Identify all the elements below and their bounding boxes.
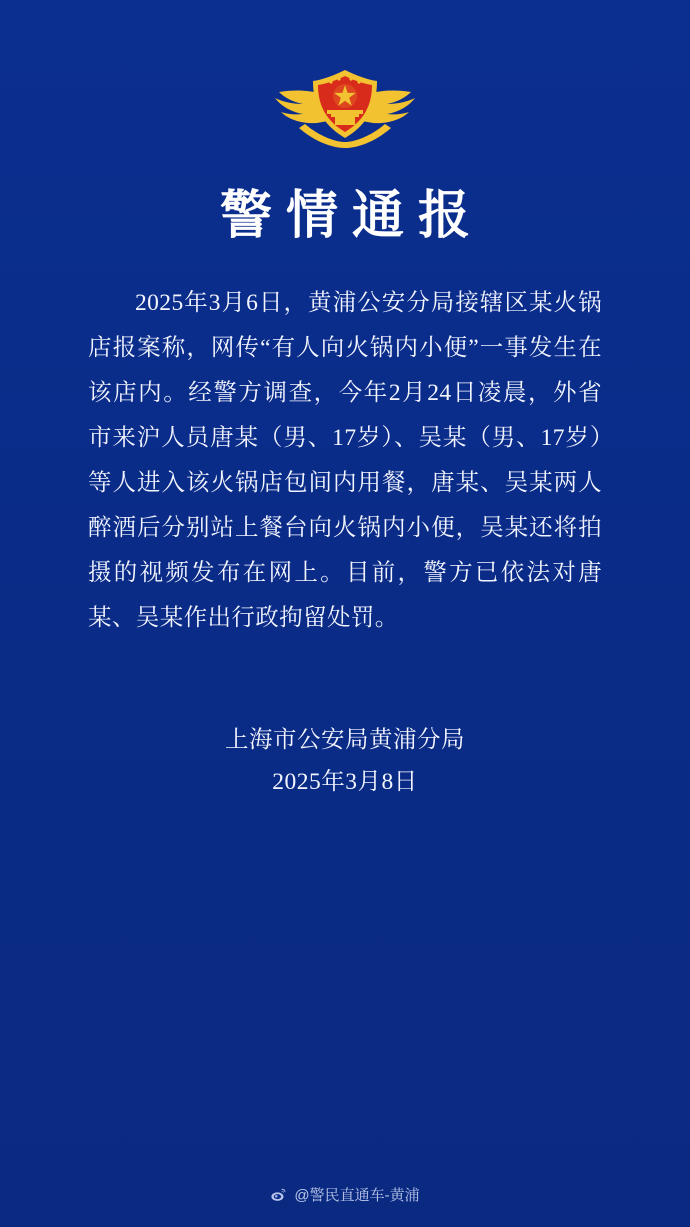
footer-watermark [0,1184,690,1205]
china-police-emblem [255,58,435,162]
notice-body-text: 2025年3月6日，黄浦公安分局接辖区某火锅店报案称，网传“有人向火锅内小便”一事发生在该店内。经警方调查，今年2月24日凌晨，外省市来沪人员唐某（男、17岁）、吴某（男、17岁）等人进入该火锅店包间内用餐，唐某、吴某两人醉酒后分别站上餐台向火锅内小便，吴某还将拍摄的视频发布在网上。目前，警方已依法对唐某、吴某作出行政拘留处罚。 [88,290,602,632]
weibo-icon [270,1186,287,1203]
notice-body [88,281,602,641]
page-title: 警情通报 [219,188,484,245]
footer-handle: @警民直通车-黄浦 [294,1187,420,1204]
signature-block [88,719,602,803]
signature-organization: 上海市公安局黄浦分局 [225,727,465,754]
signature-date: 2025年3月8日 [272,769,418,796]
